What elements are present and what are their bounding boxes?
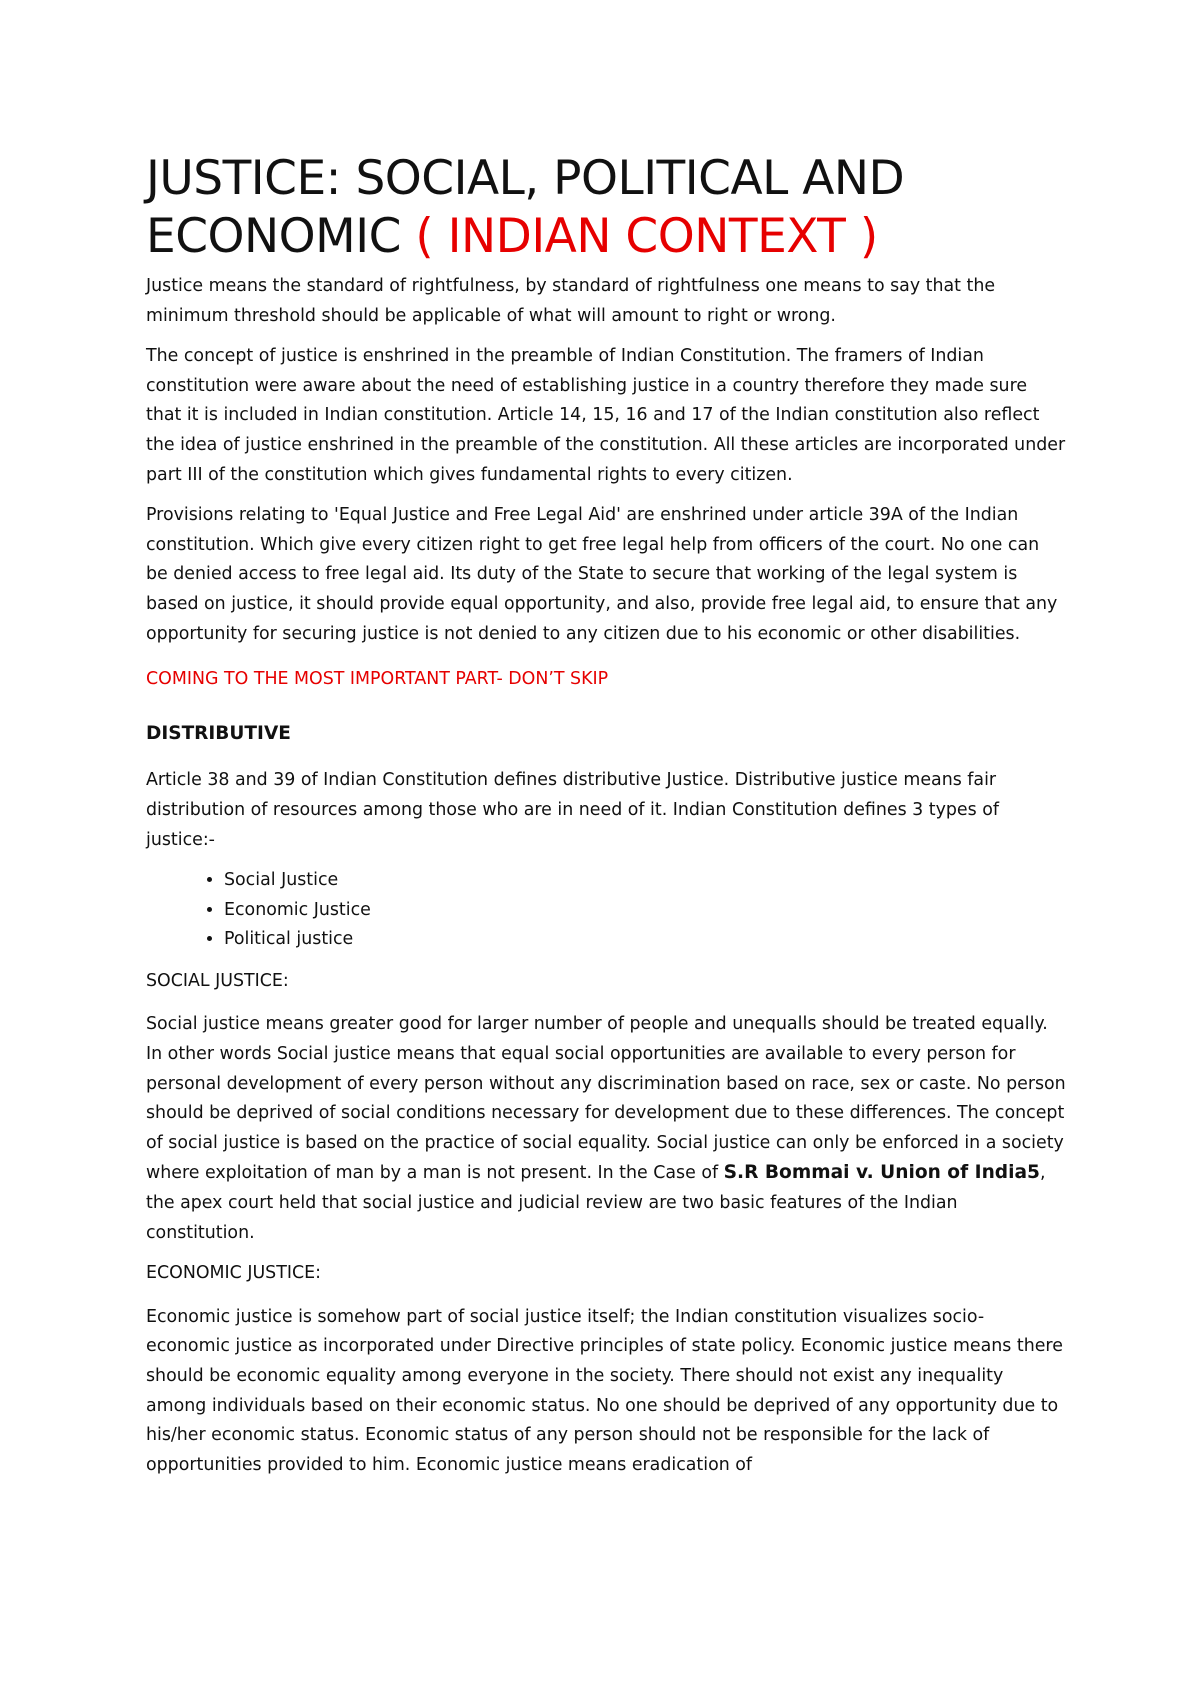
document-title bbox=[146, 150, 1066, 266]
title-line-1: JUSTICE: SOCIAL, POLITICAL AND bbox=[146, 151, 905, 206]
distributive-paragraph: Article 38 and 39 of Indian Constitution defines distributive Justice. Distributive justice means fair distribution of resources among those who are in need of it. Indian Constitution defines 3 types of justice:- bbox=[146, 770, 999, 850]
list-item: • Economic Justice bbox=[224, 896, 1066, 926]
preamble-paragraph: The concept of justice is enshrined in the preamble of Indian Constitution. The framers of Indian constitution were aware about the need of establishing justice in a country therefore they made sure that it is included in Indian constitution. Article 14, 15, 16 and 17 of the Indian constitution also reflect the idea of justice enshrined in the preamble of the constitution. All these articles are incorporated under part III of the constitution which gives fundamental rights to every citizen. bbox=[146, 346, 1066, 485]
title-context: ( INDIAN CONTEXT ) bbox=[400, 209, 878, 264]
social-justice-paragraph bbox=[146, 1010, 1066, 1248]
list-item: • Social Justice bbox=[224, 866, 1066, 896]
economic-justice-heading: ECONOMIC JUSTICE: bbox=[146, 1263, 321, 1284]
important-note: COMING TO THE MOST IMPORTANT PART- DON’T SKIP bbox=[146, 669, 609, 690]
intro-paragraph: Justice means the standard of rightfulness, by standard of rightfulness one means to say that the minimum threshold should be applicable of what will amount to right or wrong. bbox=[146, 276, 996, 326]
social-text-before: Social justice means greater good for larger number of people and unequalls should be treated equally. In other words Social justice means that equal social opportunities are available to every person for personal development of every person without any discrimination based on race, sex or caste. No person should be deprived of social conditions necessary for development due to these differences. The concept of social justice is based on the practice of social equality. Social justice can only be enforced in a society where exploitation of man by a man is not present. In the Case of bbox=[146, 1014, 1066, 1184]
title-line-2: ECONOMIC bbox=[146, 209, 401, 264]
list-item: • Political justice bbox=[224, 925, 1066, 955]
justice-types-list bbox=[146, 866, 1066, 955]
social-text-after: , the apex court held that social justice and judicial review are two basic features of the Indian constitution. bbox=[146, 1163, 1046, 1243]
document-page bbox=[146, 150, 1066, 1491]
legal-aid-paragraph: Provisions relating to 'Equal Justice and Free Legal Aid' are enshrined under article 39A of the Indian constitution. Which give every citizen right to get free legal help from officers of the court. No one can be denied access to free legal aid. Its duty of the State to secure that working of the legal system is based on justice, it should provide equal opportunity, and also, provide free legal aid, to ensure that any opportunity for securing justice is not denied to any citizen due to his economic or other disabilities. bbox=[146, 505, 1058, 644]
economic-justice-paragraph: Economic justice is somehow part of social justice itself; the Indian constitution visualizes socio-economic justice as incorporated under Directive principles of state policy. Economic justice means there should be economic equality among everyone in the society. There should not exist any inequality among individuals based on their economic status. No one should be deprived of any opportunity due to his/her economic status. Economic status of any person should not be responsible for the lack of opportunities provided to him. Economic justice means eradication of bbox=[146, 1306, 1063, 1475]
distributive-heading: DISTRIBUTIVE bbox=[146, 722, 291, 744]
social-justice-heading: SOCIAL JUSTICE: bbox=[146, 970, 289, 991]
case-citation: S.R Bommai v. Union of India5 bbox=[723, 1162, 1040, 1184]
